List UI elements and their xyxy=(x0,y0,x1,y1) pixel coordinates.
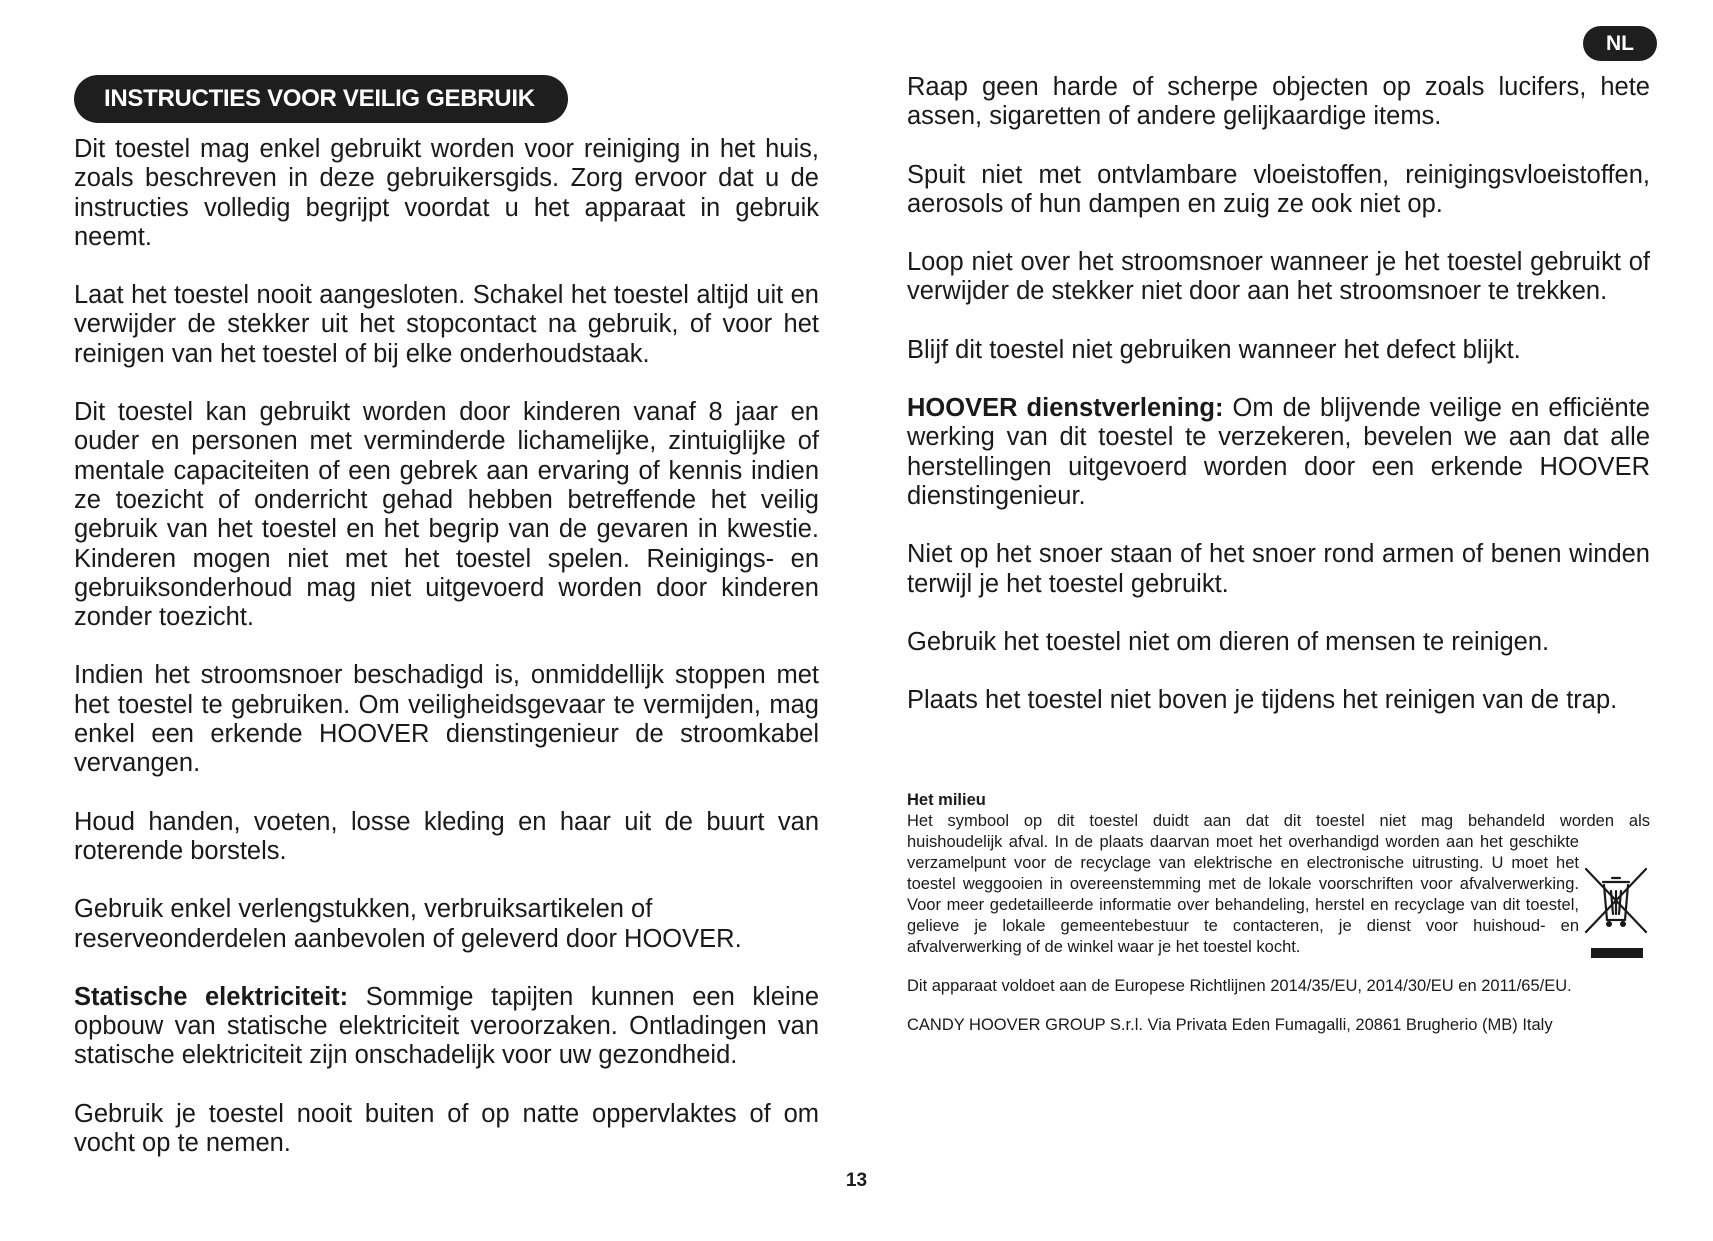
paragraph-power-cord: Indien het stroomsnoer beschadigd is, onmiddellijk stoppen met het toestel te gebruiken. Om veiligheidsgevaar te vermijden, mag enkel een erkende HOOVER dienstingenieur de stroomkabel vervangen. xyxy=(74,661,819,778)
static-electricity-text: Sommige tapijten kunnen een kleine opbouw van statische elektriciteit veroorzaken. Ontladingen van statische elektriciteit zijn onschadelijk voor uw gezondheid. xyxy=(74,982,819,1070)
paragraph-defect: Blijf dit toestel niet gebruiken wanneer het defect blijkt. xyxy=(907,335,1521,364)
paragraph-unplug: Laat het toestel nooit aangesloten. Schakel het toestel altijd uit en verwijder de stekker uit het stopcontact na gebruik, of voor het reinigen van het toestel of bij elke onderhoudstaak. xyxy=(74,281,819,368)
paragraph-flammable-liquids: Spuit niet met ontvlambare vloeistoffen, reinigingsvloeistoffen, aerosols of hun dampen en zuig ze ook niet op. xyxy=(907,160,1650,218)
paragraph-cord-standing: Niet op het snoer staan of het snoer rond armen of benen winden terwijl je het toestel gebruikt. xyxy=(907,540,1650,598)
environment-text: huishoudelijk afval. In de plaats daarvan moet het overhandigd worden aan het geschikte verzamelpunt voor de recyclage van elektrische en electronische uitrusting. U moet het toestel weggooien in overeenstemming met de lokale voorschriften voor afvalverwerking. Voor meer gedetailleerde informatie over behandeling, herstel en recyclage van dit toestel, gelieve je lokale gemeentebestuur te contacteren, je dienst voor huishoud- en afvalverwerking of de winkel waar je het toestel kocht. xyxy=(907,833,1579,956)
environment-title: Het milieu xyxy=(907,791,986,809)
environment-section xyxy=(907,790,1650,1036)
language-badge: NL xyxy=(1583,26,1657,61)
paragraph-intended-use: Dit toestel mag enkel gebruikt worden voor reiniging in het huis, zoals beschreven in deze gebruikersgids. Zorg ervoor dat u de instructies volledig begrijpt voordat u het apparaat in gebruik neemt. xyxy=(74,135,819,251)
static-electricity-label: Statische elektriciteit: xyxy=(74,982,349,1011)
paragraph-stairs: Plaats het toestel niet boven je tijdens het reinigen van de trap. xyxy=(907,686,1618,715)
paragraph-hoover-service xyxy=(907,394,1650,511)
eu-directive-text: Dit apparaat voldoet aan de Europese Richtlijnen 2014/35/EU, 2014/30/EU en 2011/65/EU. xyxy=(907,977,1572,995)
paragraph-children: Dit toestel kan gebruikt worden door kinderen vanaf 8 jaar en ouder en personen met verminderde lichamelijke, zintuiglijke of mentale capaciteiten of een gebrek aan ervaring of kennis indien ze toezicht of onderricht gehad hebben betreffende het veilig gebruik van het toestel en het begrip van de gevaren in kwestie. Kinderen mogen niet met het toestel spelen. Reinigings- en gebruiksonderhoud mag niet uitgevoerd worden door kinderen zonder toezicht. xyxy=(74,398,819,632)
environment-body xyxy=(907,811,1650,958)
paragraph-sharp-objects: Raap geen harde of scherpe objecten op zoals lucifers, hete assen, sigaretten of andere gelijkaardige items. xyxy=(907,73,1650,131)
hoover-service-label: HOOVER dienstverlening: xyxy=(907,394,1224,423)
paragraph-rotating-brushes: Houd handen, voeten, losse kleding en haar uit de buurt van roterende borstels. xyxy=(74,807,819,865)
accessories-line-1: Gebruik enkel verlengstukken, verbruiksartikelen of xyxy=(74,895,653,924)
paragraph-accessories xyxy=(74,895,819,954)
manufacturer-address: CANDY HOOVER GROUP S.r.l. Via Privata Eden Fumagalli, 20861 Brugherio (MB) Italy xyxy=(907,1016,1553,1034)
hoover-service-text: Om de blijvende veilige en efficiënte werking van dit toestel te verzekeren, bevelen we aan dat alle herstellingen uitgevoerd worden door een erkende HOOVER dienstingenieur. xyxy=(907,394,1650,510)
paragraph-static-electricity xyxy=(74,983,819,1071)
section-heading: INSTRUCTIES VOOR VEILIG GEBRUIK xyxy=(74,75,568,123)
accessories-line-2: reserveonderdelen aanbevolen of geleverd door HOOVER. xyxy=(74,924,742,953)
paragraph-outdoor-use: Gebruik je toestel nooit buiten of op natte oppervlaktes of om vocht op te nemen. xyxy=(74,1099,819,1158)
crossed-out-wheelie-bin-icon xyxy=(1583,866,1649,966)
environment-first-line: Het symbool op dit toestel duidt aan dat dit toestel niet mag behandeld worden als xyxy=(907,812,1650,830)
right-column xyxy=(907,73,1650,715)
paragraph-cord-handling: Loop niet over het stroomsnoer wanneer je het toestel gebruikt of verwijder de stekker niet door aan het stroomsnoer te trekken. xyxy=(907,248,1650,306)
page-number: 13 xyxy=(845,1170,868,1191)
paragraph-animals-people: Gebruik het toestel niet om dieren of mensen te reinigen. xyxy=(907,627,1550,656)
left-column xyxy=(74,135,819,1158)
